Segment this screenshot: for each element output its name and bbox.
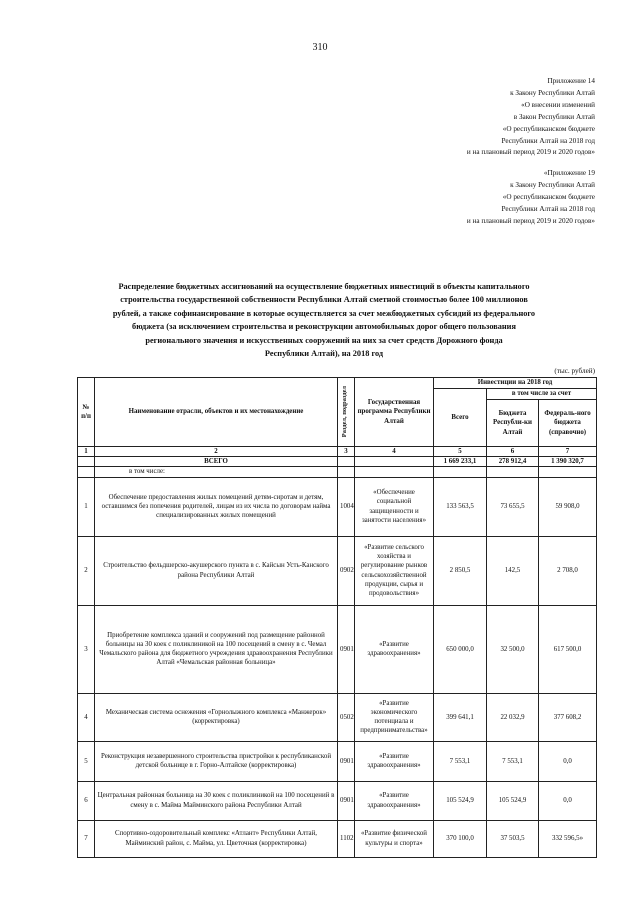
row-program: «Развитие сельского хозяйства и регулирование рынков сельскохозяйственной продукции, сырья и продовольствия» [355, 536, 434, 605]
table-row [78, 605, 597, 693]
appendix-line: и на плановый период 2019 и 2020 годов» [466, 148, 595, 157]
row-total: 7 553,1 [434, 741, 487, 781]
appendix-line: «Приложение 19 [543, 169, 595, 177]
total-row [78, 457, 597, 467]
row-section: 0902 [338, 536, 355, 605]
row-number: 5 [78, 741, 95, 781]
header-total: Всего [434, 389, 487, 447]
row-federal: 59 908,0 [539, 477, 597, 536]
index-cell: 2 [95, 447, 338, 457]
index-row [78, 447, 597, 457]
header-including: в том числе за счет [487, 389, 597, 400]
row-number: 3 [78, 605, 95, 693]
title-line: строительства государственной собственности Республики Алтай сметной стоимостью более 100 миллионов [120, 295, 528, 305]
row-program: «Развитие здравоохранения» [355, 605, 434, 693]
title-line: регионального значения и искусственных сооружений на них за счет средств Дорожного фонда [145, 335, 503, 345]
row-number: 4 [78, 693, 95, 741]
table-row [78, 820, 597, 857]
table-row [78, 536, 597, 605]
row-program: «Развитие здравоохранения» [355, 741, 434, 781]
row-federal: 0,0 [539, 781, 597, 820]
row-program: «Развитие экономического потенциала и предпринимательства» [355, 693, 434, 741]
header-federal-budget: Федераль-ного бюджета (справочно) [539, 400, 597, 447]
header-investments: Инвестиции на 2018 год [434, 378, 597, 389]
index-cell: 3 [338, 447, 355, 457]
header-name: Наименование отрасли, объектов и их местонахождение [95, 378, 338, 447]
row-section: 1102 [338, 820, 355, 857]
appendix-line: «О республиканском бюджете [502, 192, 595, 201]
row-total: 650 000,0 [434, 605, 487, 693]
document-title [70, 280, 578, 360]
index-cell: 7 [539, 447, 597, 457]
including-empty-cell [487, 467, 539, 477]
row-republic: 32 500,0 [487, 605, 539, 693]
row-republic: 105 524,9 [487, 781, 539, 820]
row-federal: 332 596,5» [539, 820, 597, 857]
row-federal: 377 608,2 [539, 693, 597, 741]
row-name: Приобретение комплекса зданий и сооружений под размещение районной больницы на 30 коек с поликлиникой на 100 посещений в смену в с. Чемал Чемальского района для бюджетного учреждения здравоохранения Республики Алтай «Чемальская районная больница» [95, 605, 338, 693]
row-name: Обеспечение предоставления жилых помещений детям-сиротам и детям, оставшимся без попечения родителей, лицам из их числа по договорам найма специализированных жилых помещений [95, 477, 338, 536]
row-number: 1 [78, 477, 95, 536]
row-name: Центральная районная больница на 30 коек с поликлиникой на 100 посещений в смену в с. Майма Майминского района Республики Алтай [95, 781, 338, 820]
row-program: «Развитие здравоохранения» [355, 781, 434, 820]
total-empty-cell [78, 457, 95, 467]
index-cell: 6 [487, 447, 539, 457]
row-republic: 142,5 [487, 536, 539, 605]
row-republic: 7 553,1 [487, 741, 539, 781]
row-number: 6 [78, 781, 95, 820]
row-number: 7 [78, 820, 95, 857]
row-program: «Развитие физической культуры и спорта» [355, 820, 434, 857]
including-empty-cell [355, 467, 434, 477]
including-empty-cell [539, 467, 597, 477]
row-section: 1004 [338, 477, 355, 536]
row-republic: 37 503,5 [487, 820, 539, 857]
including-row [78, 467, 597, 477]
row-total: 2 850,5 [434, 536, 487, 605]
including-empty-cell [338, 467, 355, 477]
page-number: 310 [312, 42, 328, 53]
appendix-line: в Закон Республики Алтай [513, 112, 595, 121]
appendix-line: Республики Алтай на 2018 год [501, 136, 595, 145]
appendix-line: к Закону Республики Алтай [510, 180, 595, 189]
row-section: 0901 [338, 605, 355, 693]
table-row [78, 693, 597, 741]
header-republic-budget: Бюджета Республи-ки Алтай [487, 400, 539, 447]
row-total: 133 563,5 [434, 477, 487, 536]
including-empty-cell [78, 467, 95, 477]
table-body [78, 447, 597, 858]
row-number: 2 [78, 536, 95, 605]
row-republic: 22 032,9 [487, 693, 539, 741]
index-cell: 4 [355, 447, 434, 457]
table-row [78, 781, 597, 820]
title-line: рублей, а также софинансирование в которые осуществляется за счет межбюджетных субсидий из федерального [112, 308, 536, 318]
title-line: Распределение бюджетных ассигнований на осуществление бюджетных инвестиций в объекты капитального [118, 282, 530, 291]
row-name: Механическая система оснежения «Горнолыжного комплекса «Манжерок» (корректировка) [95, 693, 338, 741]
including-label: в том числе: [95, 467, 338, 477]
total-federal: 1 390 320,7 [539, 457, 597, 467]
total-label: ВСЕГО [95, 457, 338, 467]
row-name: Строительство фельдшерско-акушерского пункта в с. Кайсын Усть-Канского района Республики Алтай [95, 536, 338, 605]
investment-table [77, 377, 597, 858]
row-name: Реконструкция незавершенного строительства пристройки к республиканской детской больнице в г. Горно-Алтайске (корректировка) [95, 741, 338, 781]
header-section [338, 378, 355, 447]
title-line: Республики Алтай), на 2018 год [264, 349, 384, 359]
index-cell: 5 [434, 447, 487, 457]
table-row [78, 741, 597, 781]
appendix-line: Республики Алтай на 2018 год [501, 204, 595, 213]
appendix-line: Приложение 14 [547, 77, 595, 85]
appendix-line: и на плановый период 2019 и 2020 годов» [466, 216, 595, 225]
including-empty-cell [434, 467, 487, 477]
row-total: 105 524,9 [434, 781, 487, 820]
appendix-previous-block [467, 168, 595, 228]
header-number: № п/п [78, 378, 95, 447]
row-total: 399 641,1 [434, 693, 487, 741]
total-republic: 278 912,4 [487, 457, 539, 467]
row-section: 0901 [338, 741, 355, 781]
appendix-line: «О внесении изменений [521, 100, 595, 109]
index-cell: 1 [78, 447, 95, 457]
row-federal: 617 500,0 [539, 605, 597, 693]
row-section: 0502 [338, 693, 355, 741]
row-program: «Обеспечение социальной защищенности и занятости населения» [355, 477, 434, 536]
row-federal: 2 708,0 [539, 536, 597, 605]
row-total: 370 100,0 [434, 820, 487, 857]
row-federal: 0,0 [539, 741, 597, 781]
row-republic: 73 655,5 [487, 477, 539, 536]
header-section-text: Раздел, подраздел [341, 386, 348, 438]
row-name: Спортивно-оздоровительный комплекс «Атлант» Республики Алтай, Майминский район, с. Майма, ул. Цветочная (корректировка) [95, 820, 338, 857]
total-sum: 1 669 233,1 [434, 457, 487, 467]
table-row [78, 477, 597, 536]
appendix-line: к Закону Республики Алтай [510, 88, 595, 97]
total-empty-cell [355, 457, 434, 467]
total-empty-cell [338, 457, 355, 467]
appendix-line: «О республиканском бюджете [502, 124, 595, 133]
title-line: бюджета (за исключением строительства и реконструкции автомобильных дорог общего пользования [132, 322, 516, 332]
header-program: Государственная программа Республики Алтай [355, 378, 434, 447]
units-label: (тыс. рублей) [554, 367, 595, 375]
row-section: 0901 [338, 781, 355, 820]
appendix-main-block [467, 76, 595, 159]
